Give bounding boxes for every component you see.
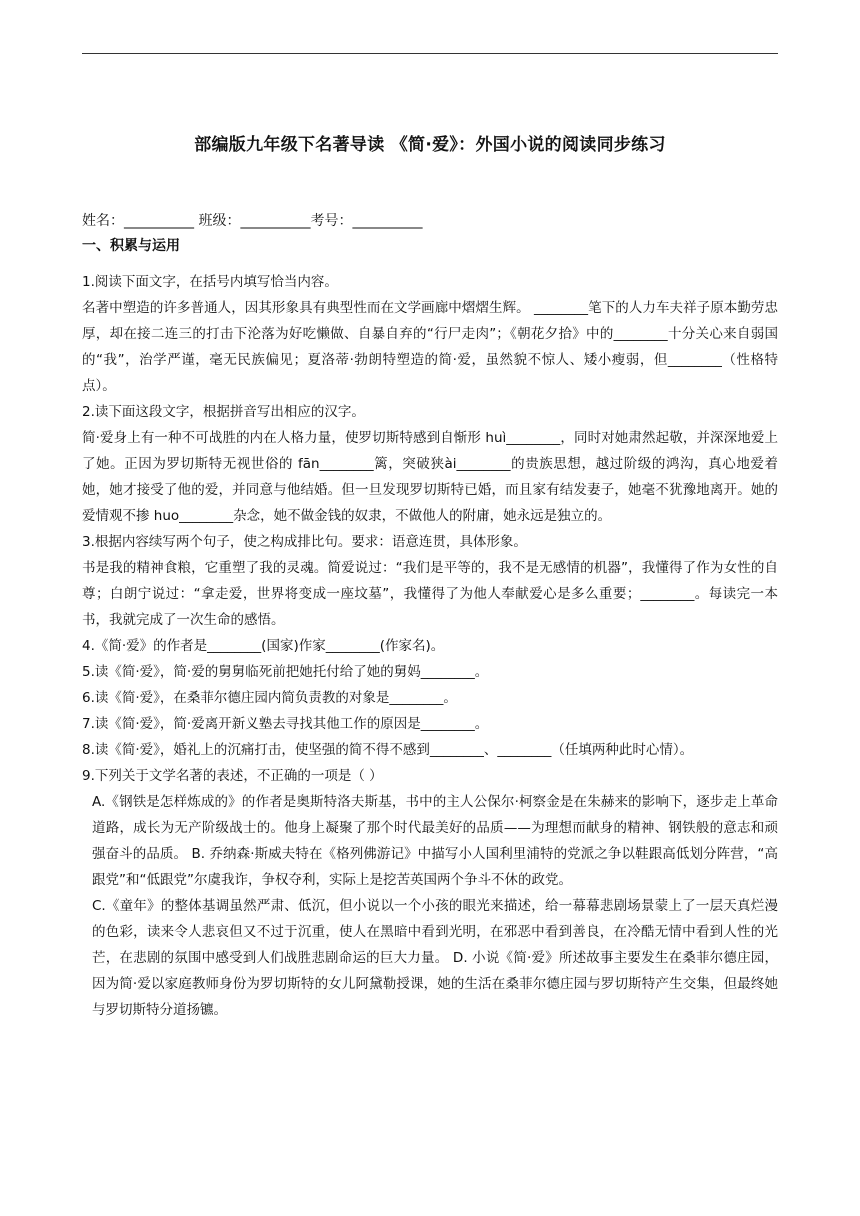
section-heading: 一、积累与运用 [82, 238, 180, 254]
name-label: 姓名： [82, 213, 124, 229]
question-1-text: 名著中塑造的许多普通人，因其形象具有典型性而在文学画廊中熠熠生辉。 ________笔下的人力车夫祥子原本勤劳忠厚，却在接二连三的打击下沦落为好吃懒做、自暴自弃的“行尸走肉”；《朝花夕拾》中的________十分关心来自弱国的“我”，治学严谨，毫无民族偏见；夏洛蒂·勃朗特塑造的简·爱，虽然貌不惊人、矮小瘦弱，但________（性格特点）。 [82, 300, 778, 394]
class-label: 班级： [198, 213, 241, 229]
question-9-options-ab: A.《钢铁是怎样炼成的》的作者是奥斯特洛夫斯基，书中的主人公保尔·柯察金是在朱赫来的影响下，逐步走上革命道路，成长为无产阶级战士的。他身上凝聚了那个时代最美好的品质——为理想而献身的精神、钢铁般的意志和顽强奋斗的品质。 B. 乔纳森·斯威夫特在《格列佛游记》中描写小人国利里浦特的党派之争以鞋跟高低划分阵营，“高跟党”和“低跟党”尔虞我诈，争权夺利，实际上是挖苦英国两个争斗不休的政党。 [92, 794, 778, 888]
question-2-text: 简·爱身上有一种不可战胜的内在人格力量，使罗切斯特感到自惭形 huì________，同时对她肃然起敬，并深深地爱上了她。正因为罗切斯特无视世俗的 fān________篱，突破狭ài________的贵族思想，越过阶级的鸿沟，真心地爱着她，她才接受了他的爱，并同意与他结婚。但一旦发现罗切斯特已婚，而且家有结发妻子，她毫不犹豫地离开。她的爱情观不掺 huo________杂念，她不做金钱的奴隶，不做他人的附庸，她永远是独立的。 [82, 430, 778, 524]
question-6: 6.读《简·爱》，在桑菲尔德庄园内简负责教的对象是________。 [82, 690, 457, 706]
question-9-title: 9.下列关于文学名著的表述，不正确的一项是（ ） [82, 768, 383, 784]
number-blank[interactable]: __________ [352, 213, 423, 229]
name-blank[interactable]: __________ [124, 213, 194, 229]
question-list [82, 269, 778, 1023]
question-8: 8.读《简·爱》，婚礼上的沉痛打击，使坚强的简不得不感到________、________（任填两种此时心情）。 [82, 742, 694, 758]
class-blank[interactable]: __________ [240, 213, 311, 229]
question-2-title: 2.读下面这段文字，根据拼音写出相应的汉字。 [82, 404, 365, 420]
header-rule [82, 53, 778, 54]
number-label: 考号： [310, 213, 353, 229]
question-1-title: 1.阅读下面文字，在括号内填写恰当内容。 [82, 274, 338, 290]
question-3-title: 3.根据内容续写两个句子，使之构成排比句。要求：语意连贯，具体形象。 [82, 534, 527, 550]
question-7: 7.读《简·爱》，简·爱离开新义塾去寻找其他工作的原因是________。 [82, 716, 489, 732]
page-title: 部编版九年级下名著导读 《简·爱》：外国小说的阅读同步练习 [194, 135, 666, 155]
question-4: 4.《简·爱》的作者是________(国家)作家________(作家名)。 [82, 638, 445, 654]
question-9-options-cd: C.《童年》的整体基调虽然严肃、低沉，但小说以一个小孩的眼光来描述，给一幕幕悲剧场景蒙上了一层天真烂漫的色彩，读来令人悲哀但又不过于沉重，使人在黑暗中看到光明，在邪恶中看到善良，在冷酷无情中看到人性的光芒，在悲剧的氛围中感受到人们战胜悲剧命运的巨大力量。 D. 小说《简·爱》所述故事主要发生在桑菲尔德庄园，因为简·爱以家庭教师身份为罗切斯特的女儿阿黛勒授课，她的生活在桑菲尔德庄园与罗切斯特产生交集，但最终她与罗切斯特分道扬镳。 [92, 898, 778, 1018]
question-5: 5.读《简·爱》，简·爱的舅舅临死前把她托付给了她的舅妈________。 [82, 664, 489, 680]
question-3-text: 书是我的精神食粮，它重塑了我的灵魂。简爱说过：“我们是平等的，我不是无感情的机器”，我懂得了作为女性的自尊；白朗宁说过：“拿走爱，世界将变成一座坟墓”，我懂得了为他人奉献爱心是多么重要；________。每读完一本书，我就完成了一次生命的感悟。 [82, 560, 778, 628]
student-info-line [82, 210, 422, 230]
